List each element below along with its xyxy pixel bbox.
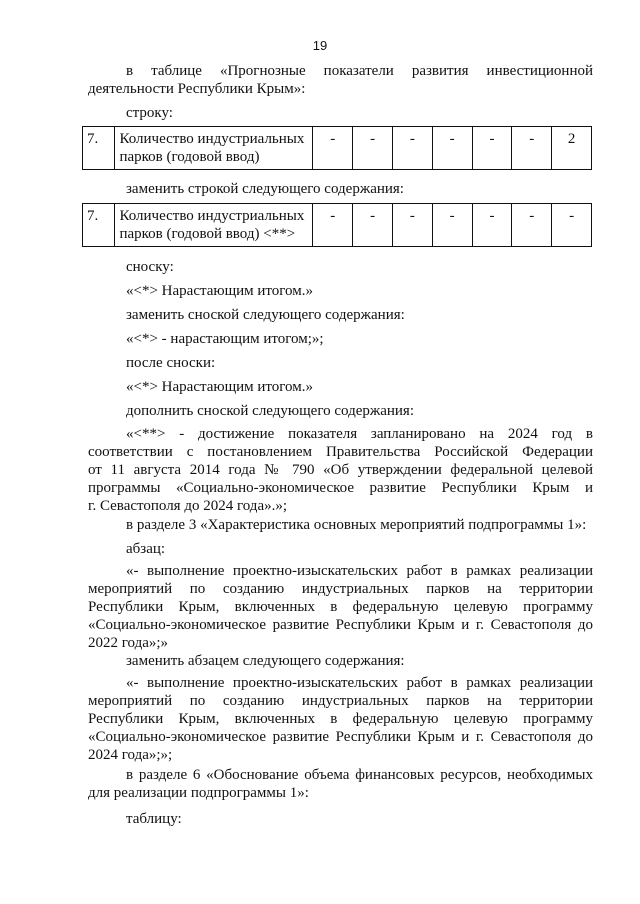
row-value: - xyxy=(313,204,353,247)
paragraph-table-intro: в таблице «Прогнозные показатели развития инвестиционной деятельности Республики Крым»: xyxy=(88,63,593,97)
paragraph-replace-row: заменить строкой следующего содержания: xyxy=(126,181,404,197)
paragraph-old-abzac: «- выполнение проектно-изыскательских работ в рамках реализации мероприятий по созданию индустриальных парков на территории Республики Крым, включенных в федеральную целевую программу «Социально-экономическое развитие Республики Крым и г. Севастополя до 2022 года»;» xyxy=(88,563,593,651)
indicator-table-old xyxy=(82,126,592,170)
row-name: Количество индустриальных парков (годовой ввод) xyxy=(115,127,313,170)
row-value: - xyxy=(512,127,552,170)
page-number: 19 xyxy=(312,38,328,53)
row-value: - xyxy=(353,204,393,247)
paragraph-replace-footnote: заменить сноской следующего содержания: xyxy=(126,307,405,323)
row-value: - xyxy=(472,204,512,247)
paragraph-section6: в разделе 6 «Обоснование объема финансовых ресурсов, необходимых для реализации подпрограммы 1»: xyxy=(88,767,593,801)
row-name: Количество индустриальных парков (годовой ввод) <**> xyxy=(115,204,313,247)
paragraph-footnote-label: сноску: xyxy=(126,259,174,275)
paragraph-row-label: строку: xyxy=(126,105,173,121)
paragraph-footnote-ref: «<*> Нарастающим итогом.» xyxy=(126,379,314,395)
row-number: 7. xyxy=(83,204,115,247)
row-value: - xyxy=(353,127,393,170)
row-value: - xyxy=(313,127,353,170)
indicator-table-new xyxy=(82,203,592,247)
paragraph-footnote-text: «<**> - достижение показателя запланировано на 2024 год в соответствии с постановлением Правительства Российской Федерации от 11 августа 2014 года № 790 «Об утверждении федеральной целевой программы «Социально-экономическое развитие Республики Крым и г. Севастополя до 2024 года».»; xyxy=(88,426,593,514)
paragraph-new-abzac: «- выполнение проектно-изыскательских работ в рамках реализации мероприятий по созданию индустриальных парков на территории Республики Крым, включенных в федеральную целевую программу «Социально-экономическое развитие Республики Крым и г. Севастополя до 2024 года»;»; xyxy=(88,675,593,763)
row-value: - xyxy=(552,204,592,247)
row-value: - xyxy=(432,204,472,247)
paragraph-footnote-new: «<*> - нарастающим итогом;»; xyxy=(126,331,324,347)
row-value: - xyxy=(432,127,472,170)
paragraph-footnote-old: «<*> Нарастающим итогом.» xyxy=(126,283,314,299)
table-row xyxy=(83,127,592,170)
paragraph-add-footnote: дополнить сноской следующего содержания: xyxy=(126,403,415,419)
table-row xyxy=(83,204,592,247)
row-number: 7. xyxy=(83,127,115,170)
paragraph-table-label: таблицу: xyxy=(126,811,182,827)
paragraph-section3: в разделе 3 «Характеристика основных мероприятий подпрограммы 1»: xyxy=(126,517,587,533)
paragraph-replace-abzac: заменить абзацем следующего содержания: xyxy=(126,653,405,669)
row-value: - xyxy=(472,127,512,170)
row-value: - xyxy=(512,204,552,247)
row-value: - xyxy=(392,127,432,170)
paragraph-after-footnote: после сноски: xyxy=(126,355,216,371)
row-value: 2 xyxy=(552,127,592,170)
paragraph-abzac-label: абзац: xyxy=(126,541,166,557)
row-value: - xyxy=(392,204,432,247)
